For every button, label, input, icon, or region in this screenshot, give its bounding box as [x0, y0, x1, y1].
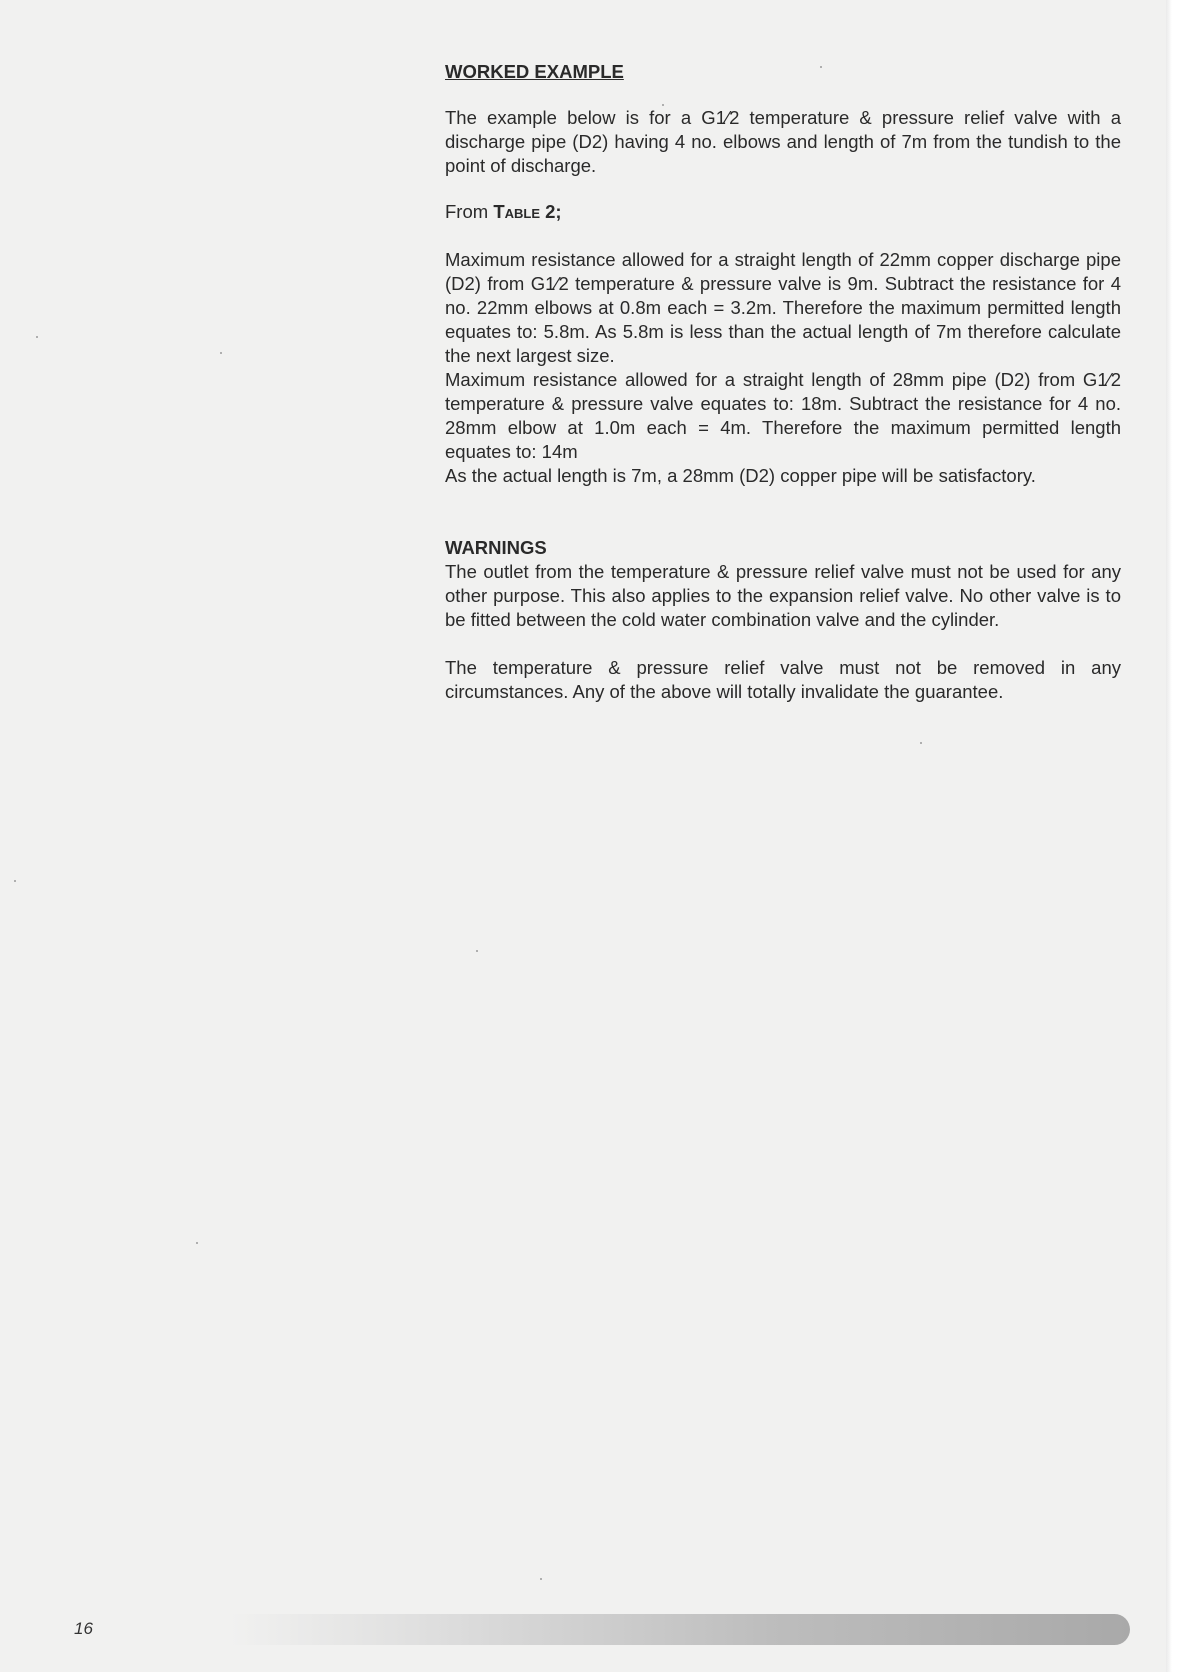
warnings-heading: WARNINGS	[445, 537, 547, 558]
table-reference: Table 2;	[493, 201, 562, 222]
scan-speck	[540, 1578, 542, 1580]
scan-speck	[14, 880, 16, 882]
scan-speck	[220, 352, 222, 354]
warning-paragraph-1: The outlet from the temperature & pressure relief valve must not be used for any other purpose. This also applies to the expansion relief valve. No other valve is to be fitted between the cold water combination valve and the cylinder.	[445, 561, 1121, 630]
scan-speck	[476, 950, 478, 952]
main-content	[445, 60, 1121, 704]
worked-example-heading: WORKED EXAMPLE	[445, 61, 624, 82]
worked-example-intro: The example below is for a G1⁄2 temperature & pressure relief valve with a discharge pipe (D2) having 4 no. elbows and length of 7m from the tundish to the point of discharge.	[445, 107, 1121, 176]
calculation-conclusion: As the actual length is 7m, a 28mm (D2) copper pipe will be satisfactory.	[445, 465, 1036, 486]
calculation-28mm: Maximum resistance allowed for a straight length of 28mm pipe (D2) from G1⁄2 temperature & pressure valve equates to: 18m. Subtract the resistance for 4 no. 28mm elbow at 1.0m each = 4m. Therefore the maximum permitted length equates to: 14m	[445, 369, 1121, 462]
from-prefix: From	[445, 201, 489, 222]
page-edge	[1166, 0, 1172, 1672]
scan-speck	[196, 1242, 198, 1244]
from-table-line	[445, 200, 1121, 224]
scan-speck	[920, 742, 922, 744]
page-number: 16	[74, 1619, 93, 1638]
footer-bar	[230, 1614, 1130, 1645]
warning-paragraph-2: The temperature & pressure relief valve must not be removed in any circumstances. Any of the above will totally invalidate the guarantee.	[445, 657, 1121, 702]
calculation-22mm: Maximum resistance allowed for a straight length of 22mm copper discharge pipe (D2) from G1⁄2 temperature & pressure valve is 9m. Subtract the resistance for 4 no. 22mm elbows at 0.8m each = 3.2m. Therefore the maximum permitted length equates to: 5.8m. As 5.8m is less than the actual length of 7m therefore calculate the next largest size.	[445, 249, 1121, 366]
scan-speck	[36, 336, 38, 338]
